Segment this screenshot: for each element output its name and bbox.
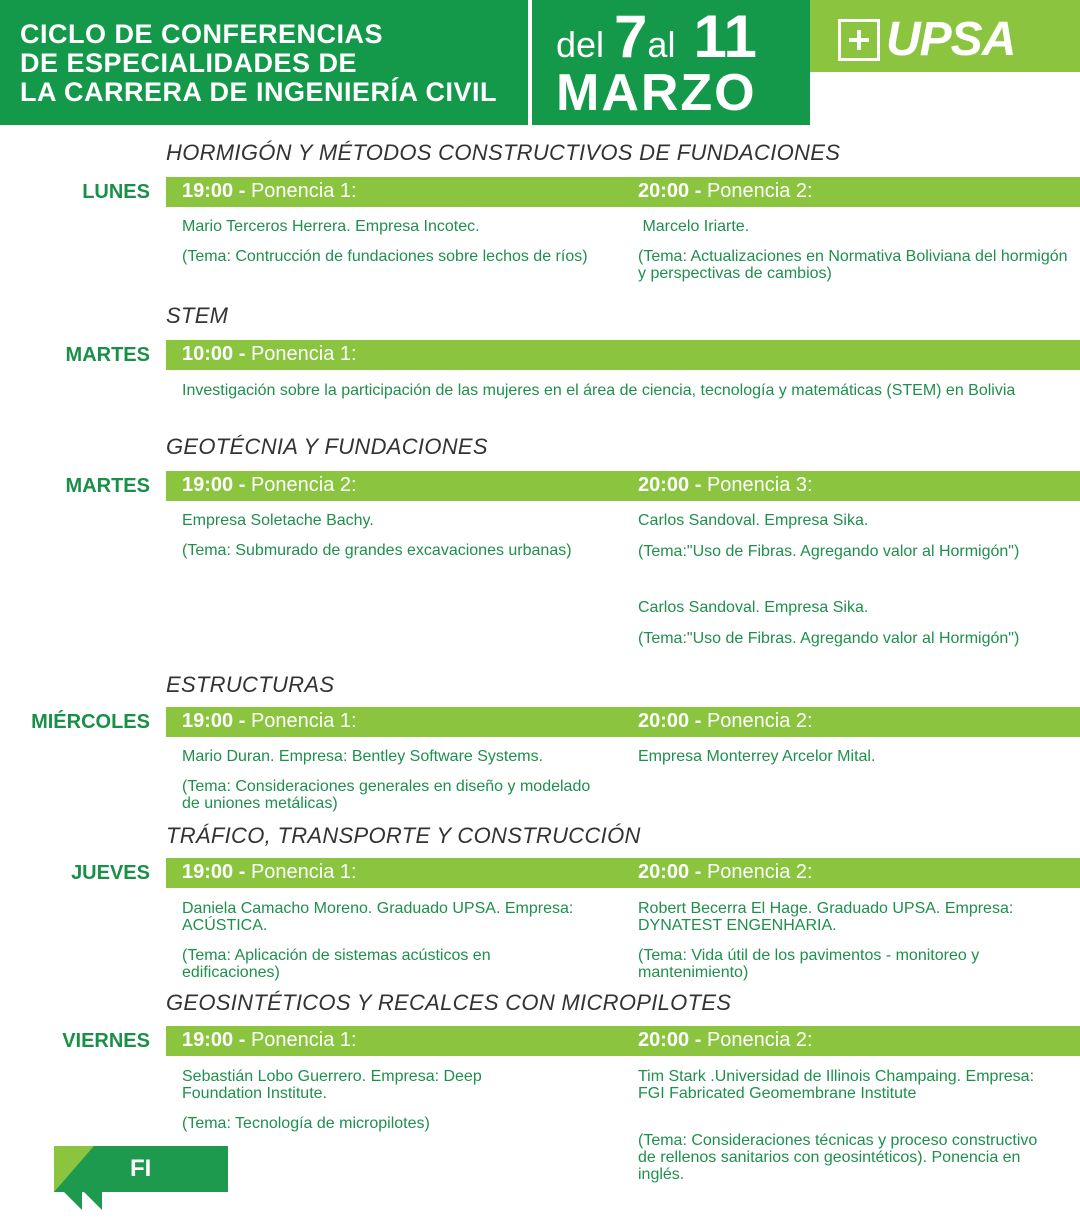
slot-time: 19:00 -: [182, 474, 246, 496]
day-viernes: VIERNES: [62, 1030, 150, 1052]
schedule-bar-martes-geotecnia: [166, 471, 1080, 501]
section-title-geosinteticos: GEOSINTÉTICOS Y RECALCES CON MICROPILOTES: [166, 990, 732, 1015]
slot-2-header: [638, 180, 813, 203]
speaker-text: Sebastián Lobo Guerrero. Empresa: Deep Foundation Institute.: [182, 1068, 482, 1102]
upsa-cross-icon: [838, 19, 880, 61]
badge-quote-mark: [84, 1192, 102, 1210]
day-martes: MARTES: [65, 475, 150, 497]
topic-text: (Tema:"Uso de Fibras. Agregando valor al Hormigón"): [638, 630, 1020, 647]
topic-text: (Tema: Submurado de grandes excavaciones urbanas): [182, 542, 572, 559]
slot-time: 20:00 -: [638, 1029, 702, 1051]
logo-text: UPSA: [886, 13, 1016, 66]
event-title: [20, 20, 497, 107]
slot-label: Ponencia 1:: [250, 343, 357, 365]
section-title-trafico: TRÁFICO, TRANSPORTE Y CONSTRUCCIÓN: [166, 823, 641, 848]
topic-text: (Tema: Vida útil de los pavimentos - monitoreo y mantenimiento): [638, 947, 980, 981]
slot-1-header: [182, 343, 357, 366]
speaker-text: Carlos Sandoval. Empresa Sika.: [638, 599, 869, 616]
speaker-text: Daniela Camacho Moreno. Graduado UPSA. Empresa: ACÚSTICA.: [182, 900, 574, 934]
schedule-bar-martes-stem: [166, 340, 1080, 370]
schedule-bar-jueves: [166, 858, 1080, 888]
slot-1-header: [182, 1029, 357, 1052]
badge-accent: [54, 1146, 94, 1192]
section-title-stem: STEM: [166, 303, 229, 328]
slot-label: Ponencia 2:: [706, 861, 813, 883]
slot-2-header: [638, 1029, 813, 1052]
slot-label: Ponencia 2:: [706, 710, 813, 732]
slot-time: 19:00 -: [182, 180, 246, 202]
day-jueves: JUEVES: [71, 862, 150, 884]
badge-quote-mark: [64, 1192, 82, 1210]
slot-1-header: [182, 710, 357, 733]
speaker-text: Robert Becerra El Hage. Graduado UPSA. Empresa: DYNATEST ENGENHARIA.: [638, 900, 1014, 934]
schedule-bar-viernes: [166, 1026, 1080, 1056]
slot-label: Ponencia 3:: [706, 474, 813, 496]
slot-label: Ponencia 1:: [250, 861, 357, 883]
slot-time: 10:00 -: [182, 343, 246, 365]
slot-label: Ponencia 2:: [706, 1029, 813, 1051]
schedule-bar-lunes: [166, 177, 1080, 207]
date-month: MARZO: [556, 64, 757, 122]
slot-2-header: [638, 861, 813, 884]
topic-text: (Tema: Consideraciones técnicas y proceso constructivo de rellenos sanitarios con geosintéticos). Ponencia en inglés.: [638, 1132, 1038, 1183]
slot-time: 20:00 -: [638, 180, 702, 202]
slot-1-header: [182, 180, 357, 203]
section-title-geotecnia: GEOTÉCNIA Y FUNDACIONES: [166, 434, 488, 459]
date-start: 7: [614, 3, 648, 70]
topic-text: (Tema: Aplicación de sistemas acústicos en edificaciones): [182, 947, 491, 981]
day-miercoles: MIÉRCOLES: [31, 711, 150, 733]
title-line-3: LA CARRERA DE INGENIERÍA CIVIL: [20, 77, 498, 107]
slot-time: 19:00 -: [182, 861, 246, 883]
slot-1-header: [182, 474, 357, 497]
slot-time: 20:00 -: [638, 710, 702, 732]
topic-text: (Tema: Consideraciones generales en diseño y modelado de uniones metálicas): [182, 778, 591, 812]
speaker-text: Empresa Monterrey Arcelor Mital.: [638, 748, 876, 765]
upsa-logo: [838, 12, 1015, 67]
date-al: al: [647, 24, 676, 65]
speaker-text: Mario Duran. Empresa: Bentley Software Systems.: [182, 748, 544, 765]
slot-time: 20:00 -: [638, 861, 702, 883]
section-title-hormigon: HORMIGÓN Y MÉTODOS CONSTRUCTIVOS DE FUNDACIONES: [166, 140, 841, 165]
title-line-2: DE ESPECIALIDADES DE: [20, 48, 358, 78]
slot-label: Ponencia 1:: [250, 710, 357, 732]
speaker-text: Tim Stark .Universidad de Illinois Champaing. Empresa: FGI Fabricated Geomembrane Institute: [638, 1068, 1035, 1102]
topic-text: (Tema: Actualizaciones en Normativa Boliviana del hormigón y perspectivas de cambios): [638, 248, 1068, 282]
title-line-1: CICLO DE CONFERENCIAS: [20, 19, 384, 49]
slot-label: Ponencia 2:: [706, 180, 813, 202]
day-lunes: LUNES: [82, 181, 150, 203]
slot-label: Ponencia 1:: [250, 1029, 357, 1051]
date-end: 11: [693, 3, 757, 70]
section-title-estructuras: ESTRUCTURAS: [166, 672, 335, 697]
event-date: [556, 3, 796, 122]
slot-label: Ponencia 2:: [250, 474, 357, 496]
slot-time: 20:00 -: [638, 474, 702, 496]
topic-text: (Tema: Tecnología de micropilotes): [182, 1115, 430, 1132]
slot-time: 19:00 -: [182, 1029, 246, 1051]
speaker-text: Investigación sobre la participación de las mujeres en el área de ciencia, tecnología y matemáticas (STEM) en Bolivia: [182, 382, 1016, 399]
slot-2-header: [638, 474, 813, 497]
day-martes: MARTES: [65, 344, 150, 366]
header-divider: [528, 0, 532, 125]
slot-time: 19:00 -: [182, 710, 246, 732]
schedule-bar-miercoles: [166, 707, 1080, 737]
badge-label: FI: [130, 1155, 152, 1182]
slot-1-header: [182, 861, 357, 884]
slot-2-header: [638, 710, 813, 733]
speaker-text: Empresa Soletache Bachy.: [182, 512, 374, 529]
date-del: del: [556, 24, 605, 65]
speaker-text: Carlos Sandoval. Empresa Sika.: [638, 512, 869, 529]
topic-text: (Tema: Contrucción de fundaciones sobre lechos de ríos): [182, 248, 588, 265]
speaker-text: Mario Terceros Herrera. Empresa Incotec.: [182, 218, 480, 235]
slot-label: Ponencia 1:: [250, 180, 357, 202]
speaker-text: Marcelo Iriarte.: [638, 218, 750, 235]
topic-text: (Tema:"Uso de Fibras. Agregando valor al Hormigón"): [638, 543, 1020, 560]
